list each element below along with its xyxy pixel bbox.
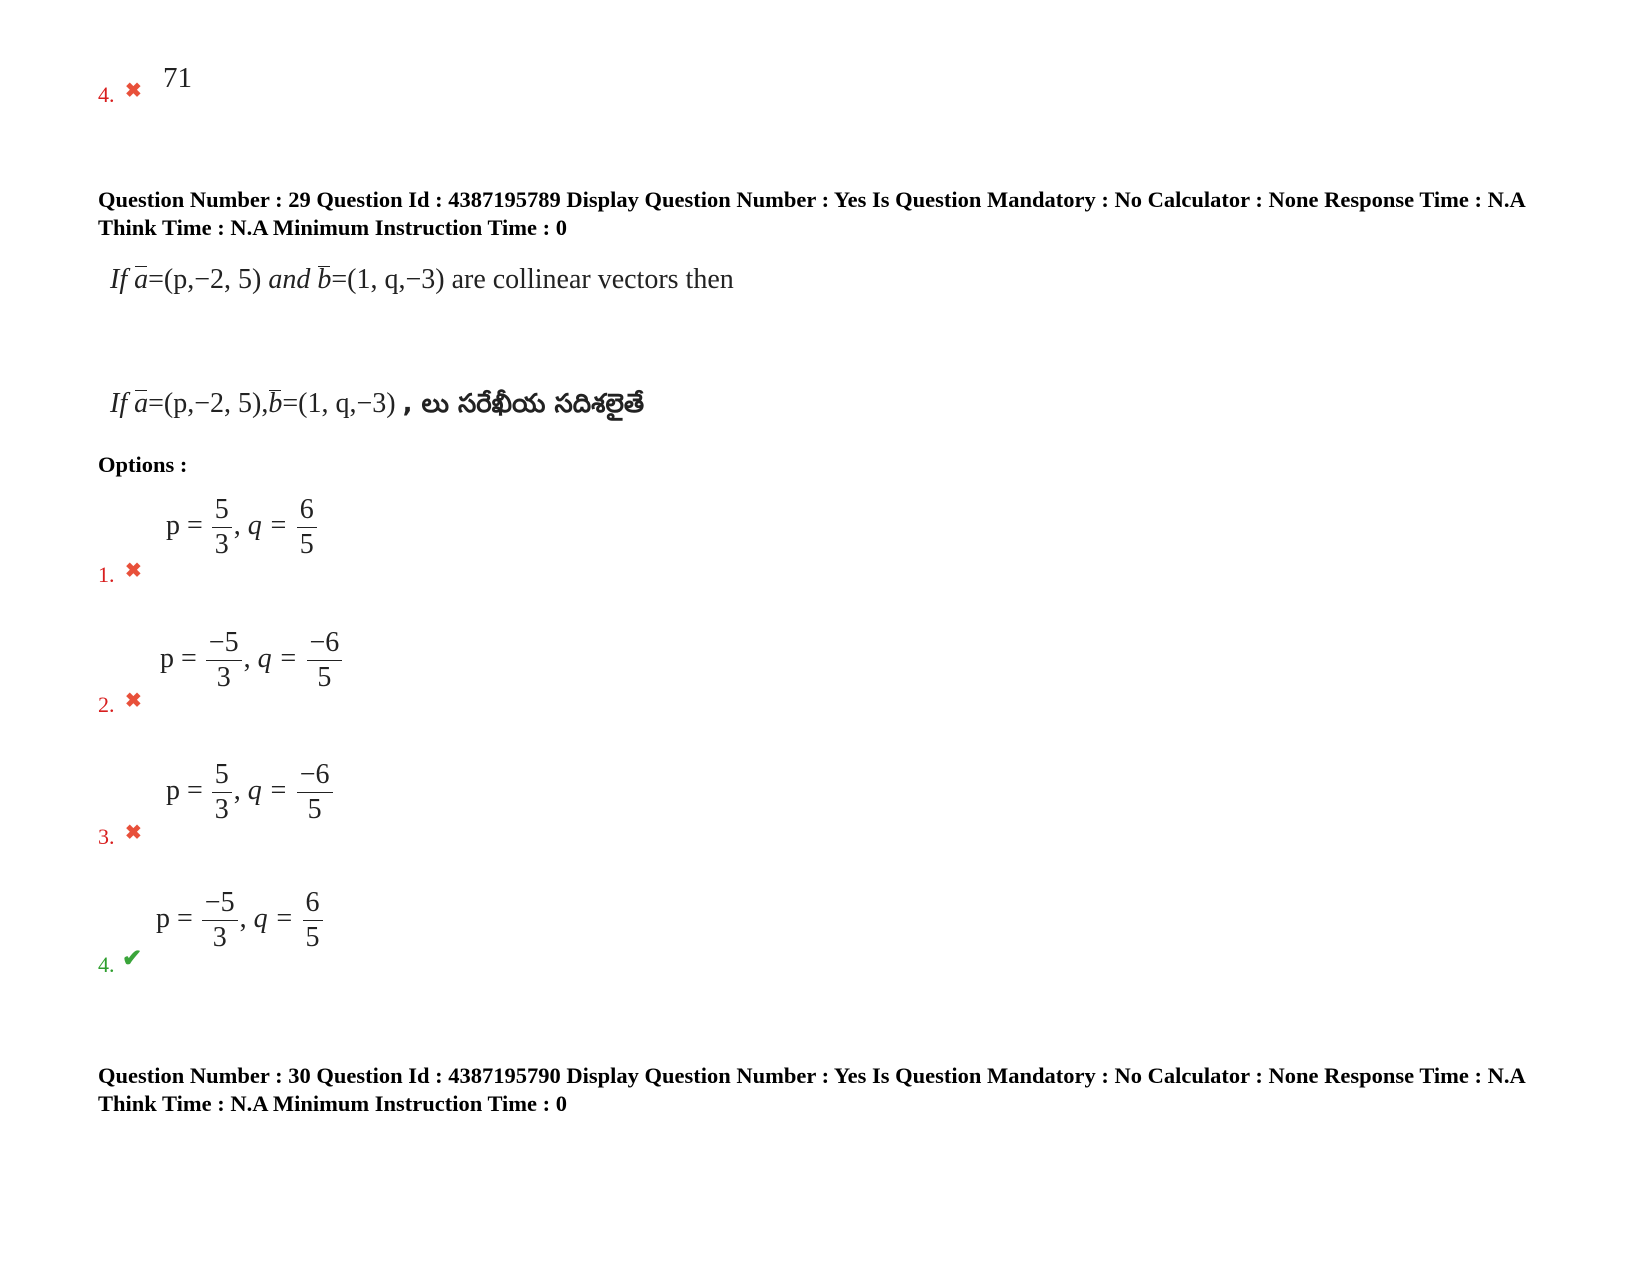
numerator: −6 [297, 760, 333, 793]
numerator: 5 [212, 760, 232, 793]
numerator: −5 [202, 888, 238, 921]
separator: , [233, 509, 241, 541]
q-fraction [297, 495, 317, 560]
p-fraction [212, 760, 232, 825]
vector-a-value: =(p,−2, 5), [148, 388, 269, 419]
option-number: 1. [98, 562, 115, 587]
cross-icon: ✖ [125, 690, 142, 712]
option-4-equation [156, 888, 325, 953]
separator: , [233, 774, 241, 806]
denominator: 5 [299, 529, 314, 560]
p-label: p = [160, 642, 197, 674]
and-text: and [268, 264, 311, 295]
numerator: 6 [303, 888, 323, 921]
numerator: 6 [297, 495, 317, 528]
options-label: Options : [98, 452, 188, 477]
p-label: p = [166, 509, 203, 541]
option-number: 4. [98, 82, 115, 107]
q-label: q = [257, 642, 298, 674]
option-2-equation [160, 628, 344, 693]
question-statement-telugu [110, 388, 644, 425]
denominator: 3 [216, 662, 231, 693]
statement-tail: are collinear vectors then [451, 264, 734, 295]
p-fraction [212, 495, 232, 560]
vector-a: a [134, 264, 149, 295]
option-1-equation [166, 495, 319, 560]
statement-tail: , లు సరేఖీయ సదిశలైతే [402, 389, 645, 419]
vector-b: b [317, 264, 332, 295]
p-fraction [206, 628, 242, 693]
if-text: If [110, 388, 128, 419]
denominator: 5 [305, 922, 320, 953]
separator: , [239, 902, 247, 934]
q-label: q = [247, 509, 288, 541]
vector-a-value: =(p,−2, 5) [148, 264, 262, 295]
denominator: 5 [317, 662, 332, 693]
numerator: 5 [212, 495, 232, 528]
q-fraction [307, 628, 343, 693]
option-3-equation [166, 760, 335, 825]
q-label: q = [253, 902, 294, 934]
vector-a: a [134, 388, 149, 419]
denominator: 3 [214, 794, 229, 825]
denominator: 3 [214, 529, 229, 560]
question-meta: Question Number : 29 Question Id : 4387195789 Display Question Number : Yes Is Question Mandatory : No Calculator : None Response Time : N.A Think Time : N.A Minimum Instruction Time : 0 [98, 187, 1525, 240]
option-text: 71 [163, 62, 192, 94]
p-label: p = [156, 902, 193, 934]
cross-icon: ✖ [125, 80, 142, 102]
p-fraction [202, 888, 238, 953]
check-icon: ✔ [122, 946, 143, 972]
numerator: −5 [206, 628, 242, 661]
q-fraction [303, 888, 323, 953]
denominator: 5 [307, 794, 322, 825]
p-label: p = [166, 774, 203, 806]
vector-b-value: =(1, q,−3) [282, 388, 396, 419]
option-number: 3. [98, 824, 115, 849]
separator: , [243, 642, 251, 674]
q-label: q = [247, 774, 288, 806]
q-fraction [297, 760, 333, 825]
question-statement-english [110, 264, 734, 296]
question-meta: Question Number : 30 Question Id : 4387195790 Display Question Number : Yes Is Question Mandatory : No Calculator : None Response Time : N.A Think Time : N.A Minimum Instruction Time : 0 [98, 1063, 1525, 1116]
vector-b-value: =(1, q,−3) [331, 264, 445, 295]
option-number: 4. [98, 952, 115, 977]
denominator: 3 [212, 922, 227, 953]
if-text: If [110, 264, 128, 295]
numerator: −6 [307, 628, 343, 661]
cross-icon: ✖ [125, 822, 142, 844]
vector-b: b [268, 388, 283, 419]
cross-icon: ✖ [125, 560, 142, 582]
option-number: 2. [98, 692, 115, 717]
